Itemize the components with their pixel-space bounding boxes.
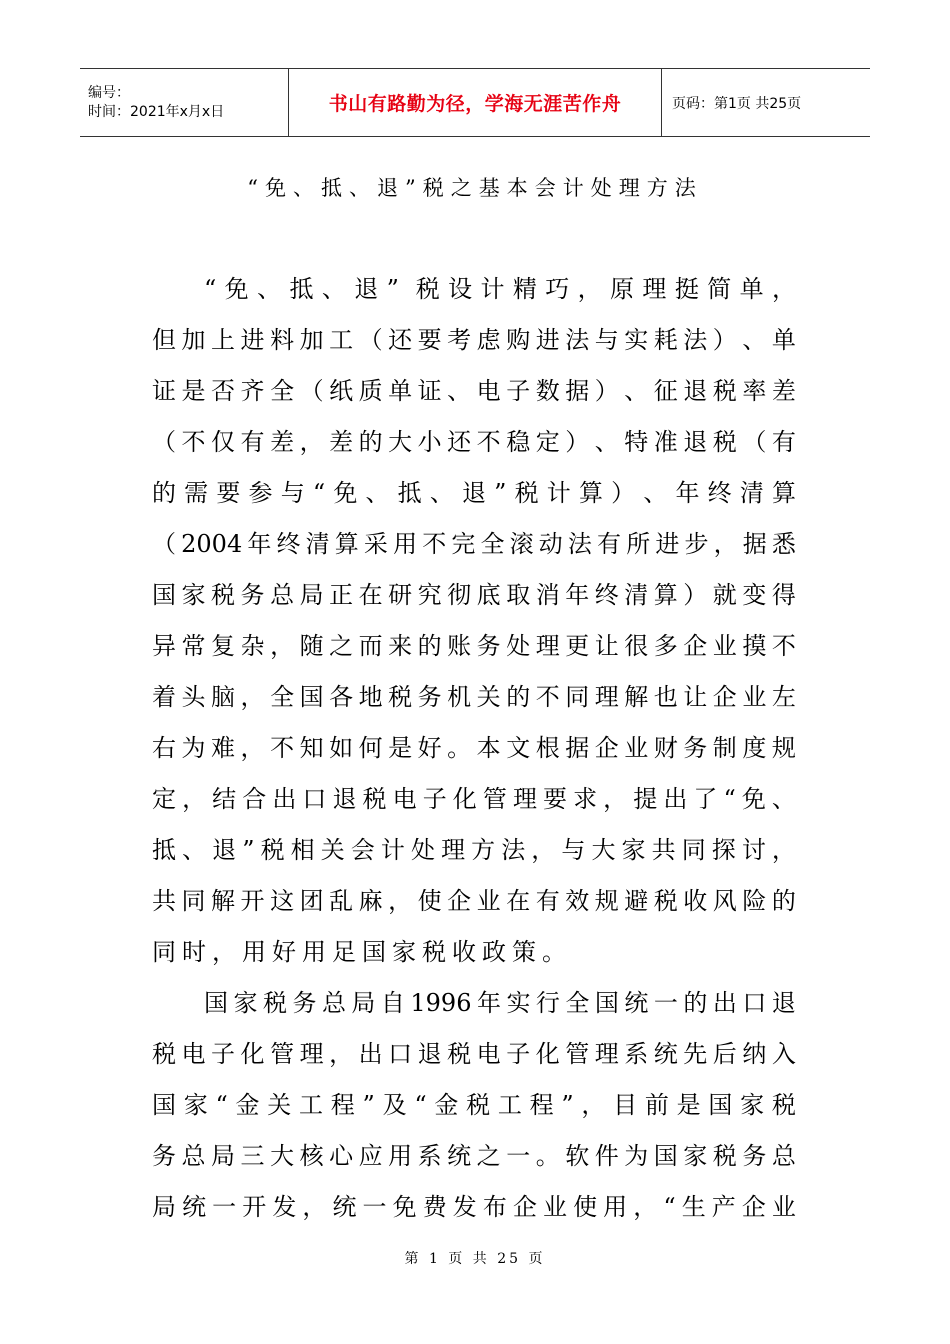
text-line: 的 需 要 参 与 “ 免 、 抵 、 退 ” 税 计 算 ） 、 年 终 清 算 [152,479,796,507]
text-line: 抵 、 退 ” 税 相 关 会 计 处 理 方 法 ， 与 大 家 共 同 探 讨 ， [152,836,796,864]
header-motto: 书山有路勤为径，学海无涯苦作舟 [328,93,622,115]
header-page-info-cell [662,69,870,136]
text-line: 国 家 “ 金 关 工 程 ” 及 “ 金 税 工 程 ” ， 目 前 是 国 家 税 [152,1091,796,1119]
text-line: 国 家 税 务 总 局 自 1996 年 实 行 全 国 统 一 的 出 口 退 [204,989,796,1017]
text-line: 但 加 上 进 料 加 工 （ 还 要 考 虑 购 进 法 与 实 耗 法 ） 、 单 [152,326,796,354]
text-line: 局 统 一 开 发 ， 统 一 免 费 发 布 企 业 使 用 ， “ 生 产 企 业 [152,1193,796,1221]
text-line: 同时，用好用足国家税收政策。 [152,938,572,966]
text-line: （ 2004 年 终 清 算 采 用 不 完 全 滚 动 法 有 所 进 步 ， 据 悉 [152,530,796,558]
text-line: 税 电 子 化 管 理 ， 出 口 退 税 电 子 化 管 理 系 统 先 后 纳 入 [152,1040,796,1068]
text-line: 务 总 局 三 大 核 心 应 用 系 统 之 一 。 软 件 为 国 家 税 务 总 [152,1142,796,1170]
time-label: 时间：2021年x月x日 [88,103,225,120]
text-line: 国 家 税 务 总 局 正 在 研 究 彻 底 取 消 年 终 清 算 ） 就 变 得 [152,581,796,609]
paragraph-2 [152,978,796,1233]
text-line: 共 同 解 开 这 团 乱 麻 ， 使 企 业 在 有 效 规 避 税 收 风 险 的 [152,887,796,915]
document-title: “免、抵、退”税之基本会计处理方法 [247,176,703,200]
number-label: 编号： [88,84,130,101]
text-line: 异 常 复 杂 ， 随 之 而 来 的 账 务 处 理 更 让 很 多 企 业 摸 不 [152,632,796,660]
header-page-info: 页码：第1页 共25页 [672,95,802,112]
page-footer: 第 1 页 共 25 页 [404,1251,546,1267]
text-line: 证 是 否 齐 全 （ 纸 质 单 证 、 电 子 数 据 ） 、 征 退 税 率 差 [152,377,796,405]
text-line: （ 不 仅 有 差 ， 差 的 大 小 还 不 稳 定 ） 、 特 准 退 税 （ 有 [152,428,796,456]
header-motto-cell [289,69,662,136]
text-line: 右 为 难 ， 不 知 如 何 是 好 。 本 文 根 据 企 业 财 务 制 度 规 [152,734,796,762]
text-line: “ 免 、 抵 、 退 ” 税 设 计 精 巧 ， 原 理 挺 简 单 ， [204,275,796,303]
document-body [152,264,796,1233]
header-meta [80,69,289,136]
text-line: 定 ， 结 合 出 口 退 税 电 子 化 管 理 要 求 ， 提 出 了 “ 免 、 [152,785,796,813]
document-header [80,68,870,137]
text-line: 着 头 脑 ， 全 国 各 地 税 务 机 关 的 不 同 理 解 也 让 企 业 左 [152,683,796,711]
paragraph-1 [152,264,796,978]
